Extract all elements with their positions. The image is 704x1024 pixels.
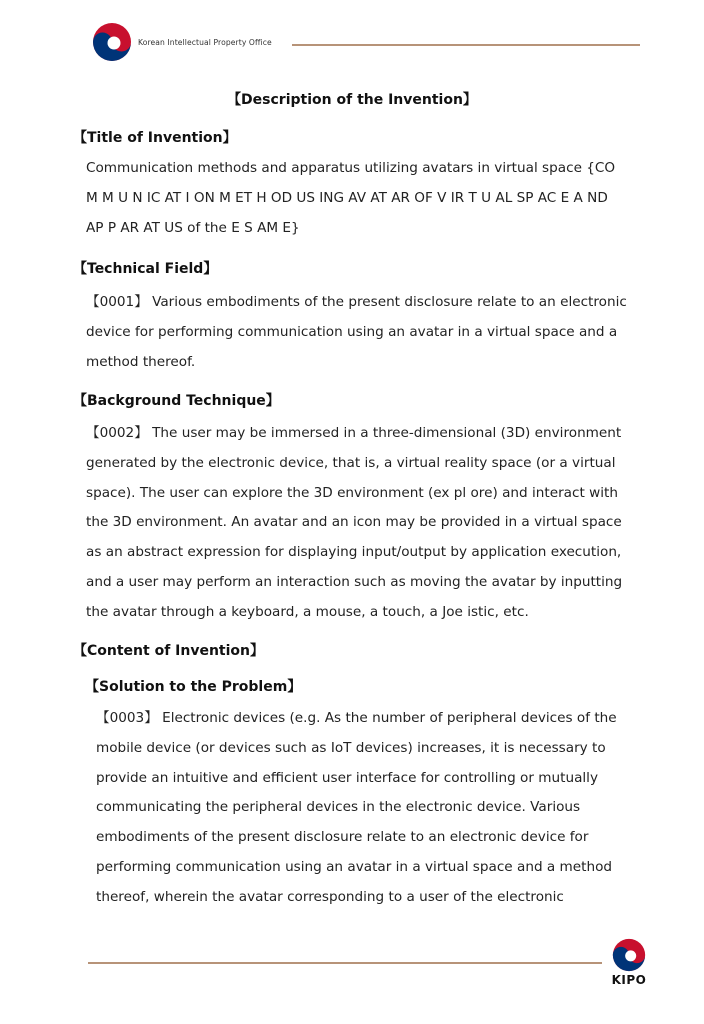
text-line: 【0003】 Electronic devices (e.g. As the number of peripheral devices of the xyxy=(96,710,617,726)
heading-solution-to-problem: 【Solution to the Problem】 xyxy=(85,679,302,695)
text-line: communicating the peripheral devices in the electronic device. Various xyxy=(96,799,581,816)
document-title: 【Description of the Invention】 xyxy=(227,92,477,108)
footer-rule xyxy=(88,962,602,964)
heading-technical-field: 【Technical Field】 xyxy=(73,261,218,277)
heading-content-of-invention: 【Content of Invention】 xyxy=(73,643,265,659)
text-line: device for performing communication using an avatar in a virtual space and a xyxy=(86,323,618,340)
paragraph-0001 xyxy=(86,288,627,377)
heading-background-technique: 【Background Technique】 xyxy=(73,393,280,409)
text-line: and a user may perform an interaction such as moving the avatar by inputting xyxy=(86,573,623,590)
paragraph-0003 xyxy=(96,704,617,913)
text-line: as an abstract expression for displaying input/output by application execution, xyxy=(86,544,622,561)
text-line: mobile device (or devices such as IoT devices) increases, it is necessary to xyxy=(96,739,606,756)
text-line: 【0001】 Various embodiments of the present disclosure relate to an electronic xyxy=(86,294,627,310)
page-header xyxy=(92,22,640,66)
text-line: provide an intuitive and efficient user interface for controlling or mutually xyxy=(96,769,598,786)
text-line: the 3D environment. An avatar and an icon may be provided in a virtual space xyxy=(86,514,622,531)
text-line: embodiments of the present disclosure relate to an electronic device for xyxy=(96,829,589,846)
kipo-emblem-icon xyxy=(612,938,646,972)
text-line: the avatar through a keyboard, a mouse, a touch, a Joe istic, etc. xyxy=(86,603,529,620)
heading-title-of-invention: 【Title of Invention】 xyxy=(73,130,237,146)
text-line: 【0002】 The user may be immersed in a three-dimensional (3D) environment xyxy=(86,425,622,441)
kipo-logo-icon xyxy=(92,22,132,62)
org-name: Korean Intellectual Property Office xyxy=(138,38,272,47)
footer-brand: KIPO xyxy=(611,973,647,987)
paragraph-0002 xyxy=(86,419,622,628)
text-line: method thereof. xyxy=(86,353,196,370)
header-rule xyxy=(292,44,640,46)
text-line: space). The user can explore the 3D environment (ex pl ore) and interact with xyxy=(86,484,618,501)
text-line: performing communication using an avatar in a virtual space and a method xyxy=(96,858,613,875)
text-line: AP P AR AT US of the E S AM E} xyxy=(86,219,300,236)
text-line: thereof, wherein the avatar corresponding to a user of the electronic xyxy=(96,888,564,905)
paragraph-title-of-invention xyxy=(86,154,615,243)
text-line: Communication methods and apparatus utilizing avatars in virtual space {CO xyxy=(86,160,616,176)
text-line: generated by the electronic device, that is, a virtual reality space (or a virtual xyxy=(86,454,616,471)
text-line: M M U N IC AT I ON M ET H OD US ING AV AT AR OF V IR T U AL SP AC E A ND xyxy=(86,189,608,206)
